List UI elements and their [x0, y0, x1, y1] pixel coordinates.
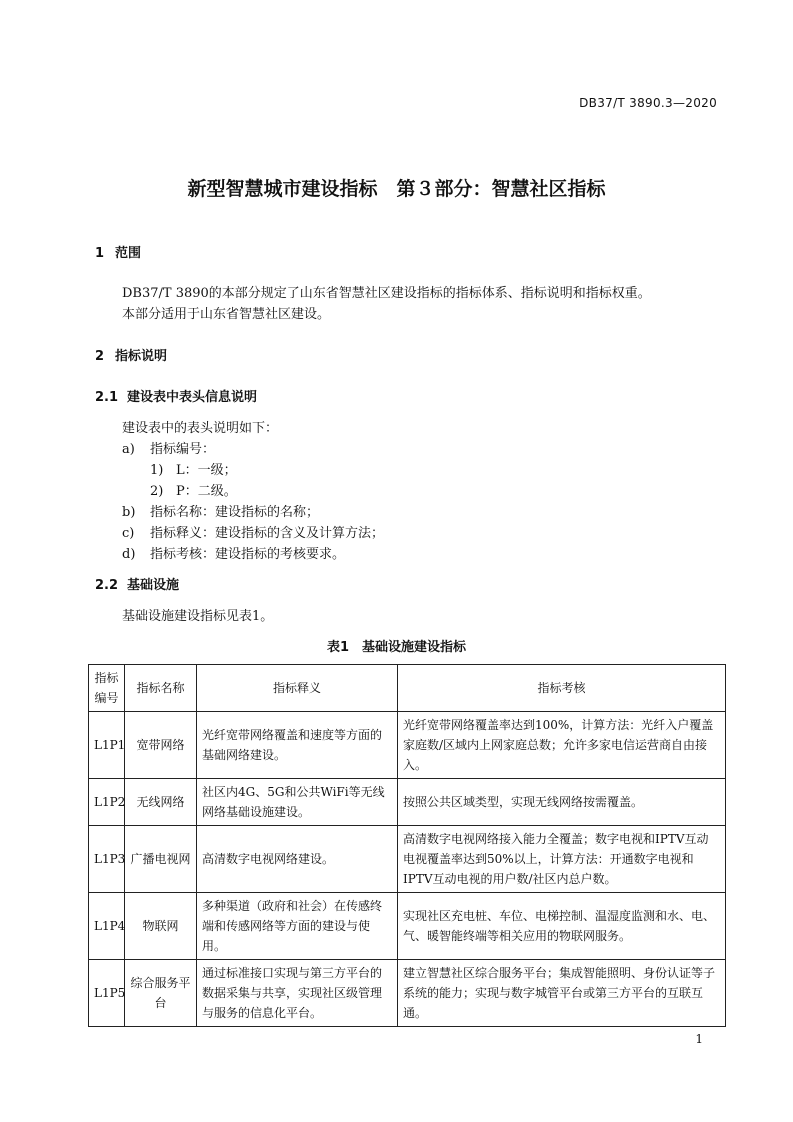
section-number: 2: [95, 349, 105, 364]
table-row: [89, 893, 726, 960]
list-item: [150, 480, 237, 499]
list-text: L：一级；: [176, 463, 237, 478]
header-info-intro: 建设表中的表头说明如下：: [122, 421, 279, 436]
list-text: 指标编号：: [150, 442, 216, 457]
header-definition: 指标释义: [197, 665, 398, 712]
subsection-number: 2.2: [95, 578, 119, 593]
header-assessment: 指标考核: [398, 665, 726, 712]
list-text: P：二级。: [176, 484, 237, 499]
section-title: 指标说明: [115, 349, 168, 364]
indicator-name: 宽带网络: [125, 712, 197, 779]
table-row: [89, 826, 726, 893]
table-row: [89, 960, 726, 1027]
list-marker: d): [122, 547, 136, 562]
indicator-assessment: 实现社区充电桩、车位、电梯控制、温湿度监测和水、电、气、暖智能终端等相关应用的物联网服务。: [398, 893, 726, 960]
subsection-title: 基础设施: [127, 578, 180, 593]
indicator-name: 物联网: [125, 893, 197, 960]
subsection-number: 2.1: [95, 390, 119, 405]
indicator-definition: 通过标准接口实现与第三方平台的数据采集与共享，实现社区级管理与服务的信息化平台。: [197, 960, 398, 1027]
indicator-code: L1P1: [89, 712, 125, 779]
indicator-assessment: 光纤宽带网络覆盖率达到100%，计算方法：光纤入户覆盖家庭数/区域内上网家庭总数；允许多家电信运营商自由接入。: [398, 712, 726, 779]
table-row: [89, 779, 726, 826]
infrastructure-indicator-table: [88, 664, 726, 1027]
indicator-assessment: 建立智慧社区综合服务平台；集成智能照明、身份认证等子系统的能力；实现与数字城管平台或第三方平台的互联互通。: [398, 960, 726, 1027]
table-header-row: [89, 665, 726, 712]
list-marker: b): [122, 505, 136, 520]
document-title: 新型智慧城市建设指标 第３部分：智慧社区指标: [187, 178, 606, 200]
list-item: [122, 438, 215, 457]
scope-paragraph-1: DB37/T 3890的本部分规定了山东省智慧社区建设指标的指标体系、指标说明和指标权重。: [122, 286, 651, 301]
list-marker: 2): [150, 484, 164, 499]
list-item: [122, 522, 384, 541]
indicator-definition: 多种渠道（政府和社会）在传感终端和传感网络等方面的建设与使用。: [197, 893, 398, 960]
list-text: 指标考核：建设指标的考核要求。: [150, 547, 346, 562]
section-2-2-heading: [95, 574, 179, 593]
indicator-code: L1P3: [89, 826, 125, 893]
indicator-code: L1P4: [89, 893, 125, 960]
indicator-code: L1P2: [89, 779, 125, 826]
list-item: [122, 501, 319, 520]
header-code: 指标编号: [89, 665, 125, 712]
indicator-name: 广播电视网: [125, 826, 197, 893]
infrastructure-intro: 基础设施建设指标见表1。: [122, 609, 274, 624]
list-marker: a): [122, 442, 135, 457]
indicator-definition: 社区内4G、5G和公共WiFi等无线网络基础设施建设。: [197, 779, 398, 826]
list-marker: c): [122, 526, 135, 541]
document-code: DB37/T 3890.3—2020: [579, 96, 717, 110]
indicator-assessment: 高清数字电视网络接入能力全覆盖；数字电视和IPTV互动电视覆盖率达到50%以上，计算方法：开通数字电视和IPTV互动电视的用户数/社区内总户数。: [398, 826, 726, 893]
section-2-1-heading: [95, 386, 257, 405]
scope-paragraph-2: 本部分适用于山东省智慧社区建设。: [122, 307, 331, 322]
indicator-definition: 高清数字电视网络建设。: [197, 826, 398, 893]
indicator-definition: 光纤宽带网络覆盖和速度等方面的基础网络建设。: [197, 712, 398, 779]
indicator-name: 无线网络: [125, 779, 197, 826]
list-marker: 1): [150, 463, 164, 478]
indicator-name: 综合服务平台: [125, 960, 197, 1027]
table-row: [89, 712, 726, 779]
indicator-code: L1P5: [89, 960, 125, 1027]
page-number: 1: [695, 1032, 703, 1046]
table-caption: 表1 基础设施建设指标: [326, 640, 467, 655]
list-item: [122, 543, 345, 562]
indicator-assessment: 按照公共区域类型，实现无线网络按需覆盖。: [398, 779, 726, 826]
section-title: 范围: [115, 246, 142, 261]
list-item: [150, 459, 237, 478]
subsection-title: 建设表中表头信息说明: [127, 390, 258, 405]
section-2-heading: [95, 345, 167, 364]
section-1-heading: [95, 242, 141, 261]
section-number: 1: [95, 246, 105, 261]
list-text: 指标名称：建设指标的名称；: [150, 505, 320, 520]
header-name: 指标名称: [125, 665, 197, 712]
list-text: 指标释义：建设指标的含义及计算方法；: [150, 526, 385, 541]
